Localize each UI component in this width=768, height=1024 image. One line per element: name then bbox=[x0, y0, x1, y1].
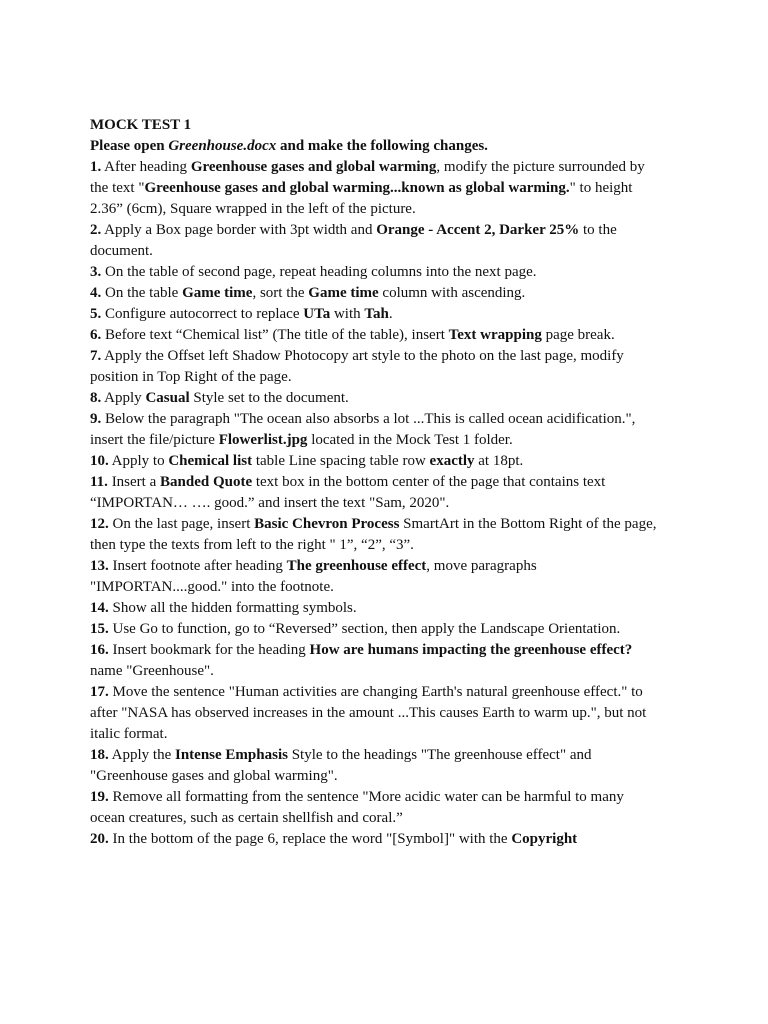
instruction-text: After heading bbox=[101, 159, 191, 175]
instruction-item bbox=[90, 388, 660, 409]
instruction-number: 7. bbox=[90, 348, 102, 364]
instruction-text: On the table of second page, repeat heading columns into the next page. bbox=[101, 264, 537, 280]
instruction-item bbox=[90, 157, 660, 220]
instruction-number: 2. bbox=[90, 222, 102, 238]
instruction-item bbox=[90, 346, 660, 388]
instruction-emphasis: Intense Emphasis bbox=[175, 747, 288, 763]
instruction-text: page break. bbox=[541, 327, 615, 343]
instruction-item bbox=[90, 682, 660, 745]
instruction-emphasis: Game time bbox=[182, 285, 253, 301]
instruction-number: 19. bbox=[90, 789, 109, 805]
instruction-item bbox=[90, 556, 660, 598]
instruction-text: Insert footnote after heading bbox=[108, 558, 287, 574]
instruction-number: 13. bbox=[90, 558, 109, 574]
instruction-text: Apply the bbox=[108, 747, 175, 763]
instruction-text: " to height 2.36” (6cm), Square wrapped in the left of the picture. bbox=[90, 180, 633, 217]
instruction-text: name "Greenhouse". bbox=[90, 663, 214, 679]
instruction-number: 5. bbox=[90, 306, 102, 322]
instruction-text: Show all the hidden formatting symbols. bbox=[108, 600, 357, 616]
instruction-text: Below the paragraph "The ocean also absorbs a lot ...This is called ocean acidification.", insert the file/picture bbox=[90, 411, 636, 448]
document-title: MOCK TEST 1 bbox=[90, 117, 192, 133]
instruction-number: 1. bbox=[90, 159, 102, 175]
instruction-text: Apply bbox=[101, 390, 146, 406]
instruction-text: , move paragraphs "IMPORTAN....good." into the footnote. bbox=[90, 558, 537, 595]
instruction-text: SmartArt in the Bottom Right of the page, then type the texts from left to the right " 1”, “2”, “3”. bbox=[90, 516, 657, 553]
instruction-item bbox=[90, 304, 660, 325]
instruction-emphasis: exactly bbox=[429, 453, 475, 469]
instruction-text: , sort the bbox=[252, 285, 309, 301]
instruction-text: text box in the bottom center of the page that contains text “IMPORTAN… …. good.” and insert the text "Sam, 2020". bbox=[90, 474, 606, 511]
instruction-emphasis: Flowerlist.jpg bbox=[218, 432, 308, 448]
instruction-list bbox=[90, 157, 660, 850]
instruction-emphasis: Greenhouse gases and global warming bbox=[190, 159, 437, 175]
instruction-text: Insert bookmark for the heading bbox=[108, 642, 310, 658]
instruction-number: 15. bbox=[90, 621, 109, 637]
instruction-text: to the document. bbox=[90, 222, 617, 259]
instruction-emphasis: UTa bbox=[303, 306, 331, 322]
instruction-number: 6. bbox=[90, 327, 102, 343]
instruction-item bbox=[90, 325, 660, 346]
instruction-text: with bbox=[330, 306, 365, 322]
instruction-text: table Line spacing table row bbox=[252, 453, 430, 469]
instruction-item bbox=[90, 262, 660, 283]
instruction-text: Style set to the document. bbox=[189, 390, 349, 406]
instruction-emphasis: Greenhouse gases and global warming...known as global warming. bbox=[144, 180, 570, 196]
instruction-text: , modify the picture surrounded by the text " bbox=[90, 159, 645, 196]
instruction-text: Apply to bbox=[108, 453, 169, 469]
instruction-item bbox=[90, 514, 660, 556]
instruction-text: In the bottom of the page 6, replace the word "[Symbol]" with the bbox=[108, 831, 512, 847]
instruction-number: 12. bbox=[90, 516, 109, 532]
intro-post: and make the following changes. bbox=[276, 138, 488, 154]
instruction-emphasis: Game time bbox=[308, 285, 379, 301]
instruction-text: column with ascending. bbox=[378, 285, 526, 301]
intro-file-name: Greenhouse.docx bbox=[168, 138, 277, 154]
instruction-text: Apply the Offset left Shadow Photocopy art style to the photo on the last page, modify position in Top Right of the page. bbox=[90, 348, 624, 385]
instruction-item bbox=[90, 283, 660, 304]
instruction-item bbox=[90, 640, 660, 682]
instruction-text: . bbox=[388, 306, 393, 322]
instruction-number: 3. bbox=[90, 264, 102, 280]
instruction-item bbox=[90, 787, 660, 829]
instruction-emphasis: Copyright bbox=[511, 831, 578, 847]
instruction-item bbox=[90, 745, 660, 787]
instruction-emphasis: Casual bbox=[145, 390, 190, 406]
instruction-number: 8. bbox=[90, 390, 102, 406]
instruction-emphasis: Basic Chevron Process bbox=[254, 516, 400, 532]
instruction-item bbox=[90, 451, 660, 472]
instruction-item bbox=[90, 472, 660, 514]
instruction-number: 14. bbox=[90, 600, 109, 616]
instruction-text: On the table bbox=[101, 285, 183, 301]
instruction-text: Configure autocorrect to replace bbox=[101, 306, 304, 322]
instruction-text: Insert a bbox=[107, 474, 160, 490]
instruction-number: 10. bbox=[90, 453, 109, 469]
instruction-text: On the last page, insert bbox=[108, 516, 255, 532]
instruction-text: Remove all formatting from the sentence "More acidic water can be harmful to many ocean creatures, such as certain shellfish and coral.” bbox=[90, 789, 624, 826]
instruction-emphasis: The greenhouse effect bbox=[286, 558, 427, 574]
instruction-text: Move the sentence "Human activities are changing Earth's natural greenhouse effect." to after "NASA has observed increases in the amount ...This causes Earth to warm up.", but not italic format. bbox=[90, 684, 647, 742]
instruction-number: 20. bbox=[90, 831, 109, 847]
instruction-text: Use Go to function, go to “Reversed” section, then apply the Landscape Orientation. bbox=[108, 621, 621, 637]
instruction-emphasis: Orange - Accent 2, Darker 25% bbox=[376, 222, 580, 238]
instruction-emphasis: Banded Quote bbox=[160, 474, 253, 490]
instruction-number: 16. bbox=[90, 642, 109, 658]
instruction-text: located in the Mock Test 1 folder. bbox=[307, 432, 513, 448]
document-content bbox=[90, 115, 660, 850]
instruction-item bbox=[90, 619, 660, 640]
instruction-number: 18. bbox=[90, 747, 109, 763]
intro-pre: Please open bbox=[90, 138, 169, 154]
document-intro bbox=[90, 136, 660, 157]
instruction-text: Before text “Chemical list” (The title of the table), insert bbox=[101, 327, 449, 343]
instruction-emphasis: How are humans impacting the greenhouse effect? bbox=[309, 642, 633, 658]
instruction-item bbox=[90, 598, 660, 619]
instruction-text: Style to the headings "The greenhouse effect" and "Greenhouse gases and global warming". bbox=[90, 747, 592, 784]
instruction-number: 17. bbox=[90, 684, 109, 700]
instruction-number: 4. bbox=[90, 285, 102, 301]
instruction-emphasis: Text wrapping bbox=[448, 327, 542, 343]
instruction-text: Apply a Box page border with 3pt width and bbox=[101, 222, 377, 238]
instruction-number: 9. bbox=[90, 411, 102, 427]
instruction-emphasis: Tah bbox=[364, 306, 389, 322]
instruction-item bbox=[90, 829, 660, 850]
instruction-text: at 18pt. bbox=[474, 453, 524, 469]
instruction-item bbox=[90, 409, 660, 451]
instruction-number: 11. bbox=[90, 474, 108, 490]
instruction-item bbox=[90, 220, 660, 262]
instruction-emphasis: Chemical list bbox=[168, 453, 253, 469]
